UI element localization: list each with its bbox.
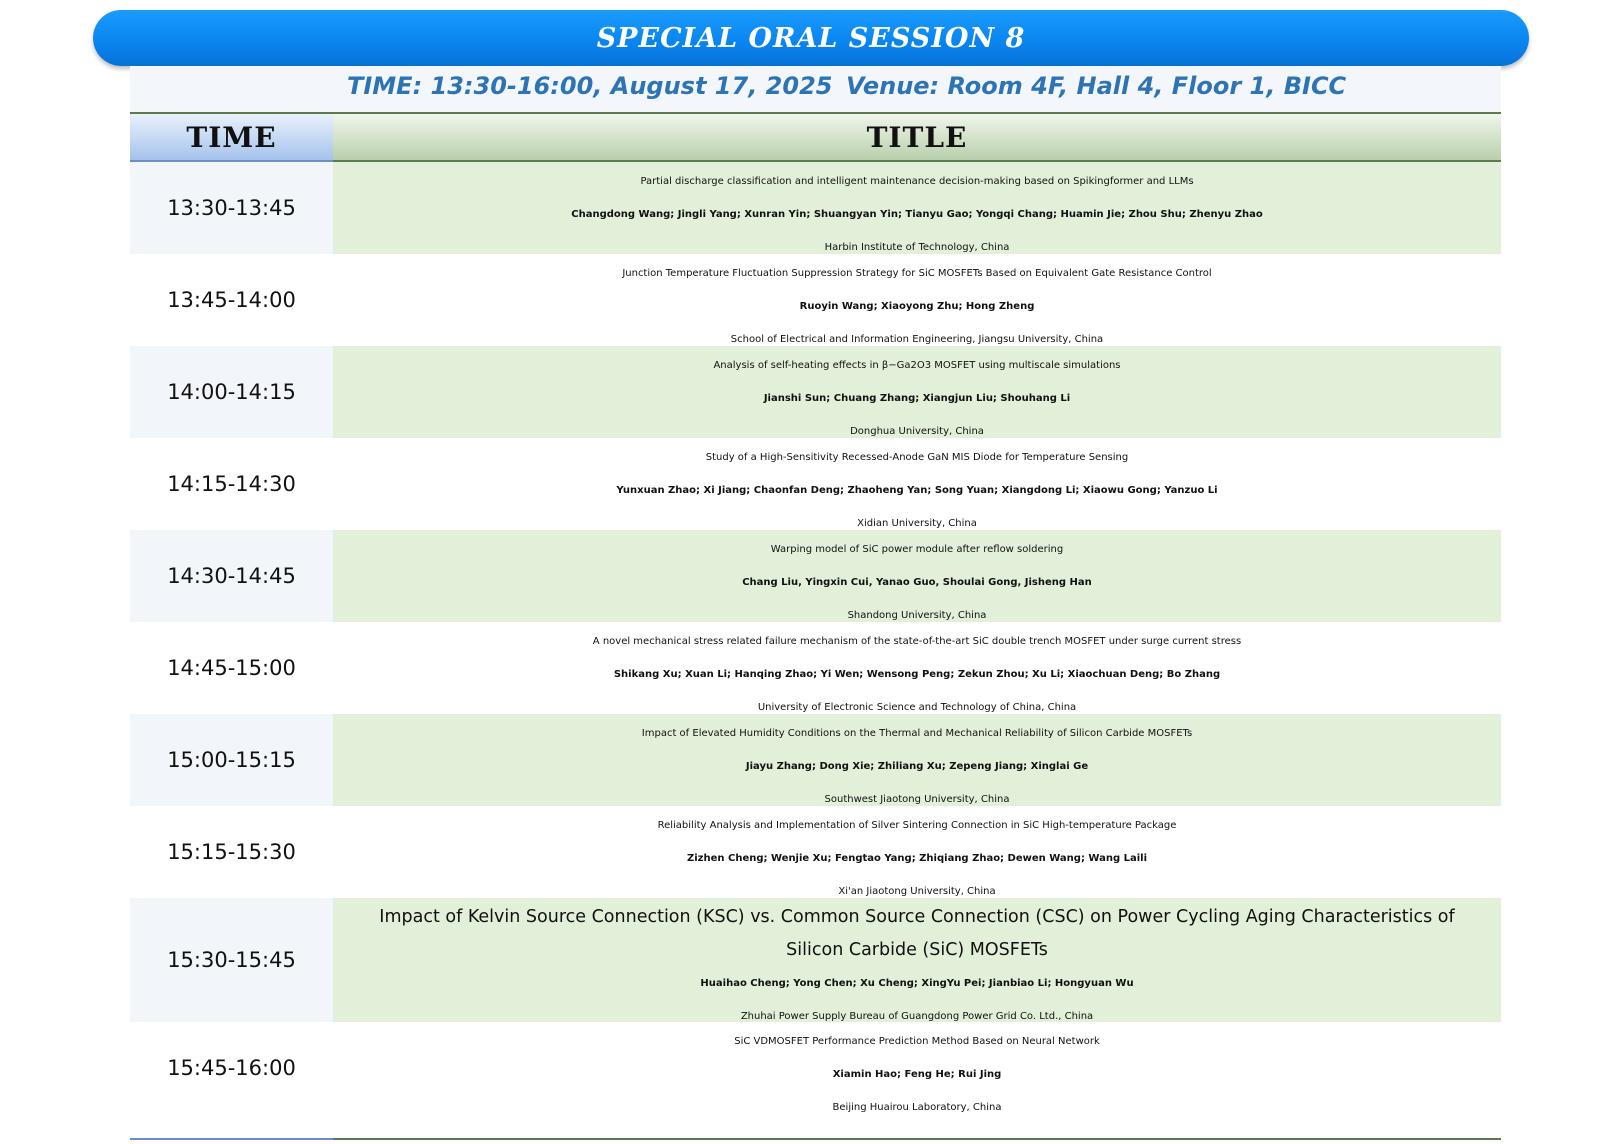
table-bottom-border [130, 1138, 1501, 1140]
paper-authors: Zizhen Cheng; Wenjie Xu; Fengtao Yang; Zhiqiang Zhao; Dewen Wang; Wang Laili [686, 853, 1148, 864]
session-banner [93, 10, 1529, 66]
paper-authors: Jianshi Sun; Chuang Zhang; Xiangjun Liu; Shouhang Li [763, 393, 1071, 404]
paper-authors: Chang Liu, Yingxin Cui, Yanao Guo, Shoulai Gong, Jisheng Han [742, 577, 1092, 588]
table-row [130, 254, 1501, 346]
paper-authors: Shikang Xu; Xuan Li; Hanqing Zhao; Yi Wen; Wensong Peng; Zekun Zhou; Xu Li; Xiaochuan Deng; Bo Zhang [613, 669, 1221, 680]
paper-title: SiC VDMOSFET Performance Prediction Method Based on Neural Network [734, 1036, 1100, 1047]
paper-authors: Ruoyin Wang; Xiaoyong Zhu; Hong Zheng [799, 301, 1035, 312]
column-header-time [130, 114, 333, 162]
table-row [130, 162, 1501, 254]
paper-authors: Yunxuan Zhao; Xi Jiang; Chaonfan Deng; Zhaoheng Yan; Song Yuan; Xiangdong Li; Xiaowu Gong; Yanzuo Li [616, 485, 1218, 496]
paper-title: Reliability Analysis and Implementation of Silver Sintering Connection in SiC High-temperature Package [657, 820, 1177, 831]
row-details [333, 162, 1501, 254]
paper-affiliation: Beijing Huairou Laboratory, China [832, 1102, 1002, 1113]
row-details [333, 1022, 1501, 1114]
row-time: 14:30-14:45 [130, 530, 333, 622]
row-time: 15:00-15:15 [130, 714, 333, 806]
row-time: 13:45-14:00 [130, 254, 333, 346]
row-details [333, 898, 1501, 1022]
paper-authors: Huaihao Cheng; Yong Chen; Xu Cheng; XingYu Pei; Jianbiao Li; Hongyuan Wu [700, 978, 1134, 989]
table-row [130, 806, 1501, 898]
row-time: 15:45-16:00 [130, 1022, 333, 1114]
row-details [333, 806, 1501, 898]
paper-authors: Jiayu Zhang; Dong Xie; Zhiliang Xu; Zepeng Jiang; Xinglai Ge [745, 761, 1089, 772]
schedule-table [130, 162, 1501, 1114]
table-row [130, 1022, 1501, 1114]
row-details [333, 622, 1501, 714]
row-time: 14:45-15:00 [130, 622, 333, 714]
paper-affiliation: Shandong University, China [847, 610, 987, 621]
paper-title: Partial discharge classification and intelligent maintenance decision-making based on Spikingformer and LLMs [640, 176, 1194, 187]
table-row [130, 346, 1501, 438]
session-time: TIME: 13:30-16:00, August 17, 2025 [347, 72, 833, 100]
paper-authors: Xiamin Hao; Feng He; Rui Jing [832, 1069, 1002, 1080]
table-row [130, 898, 1501, 1022]
column-header-title-label: TITLE [866, 120, 968, 154]
paper-title: Impact of Kelvin Source Connection (KSC) vs. Common Source Connection (CSC) on Power Cycling Aging Characteristics of Silicon Carbide (SiC) MOSFETs [379, 907, 1455, 960]
paper-title: Analysis of self-heating effects in β−Ga2O3 MOSFET using multiscale simulations [713, 360, 1121, 371]
row-time: 15:15-15:30 [130, 806, 333, 898]
session-venue: Venue: Room 4F, Hall 4, Floor 1, BICC [846, 72, 1347, 100]
paper-title: Study of a High-Sensitivity Recessed-Anode GaN MIS Diode for Temperature Sensing [705, 452, 1129, 463]
paper-affiliation: School of Electrical and Information Engineering, Jiangsu University, China [730, 334, 1104, 345]
row-details [333, 346, 1501, 438]
table-bottom-border-time [130, 1138, 333, 1140]
session-title: SPECIAL ORAL SESSION 8 [596, 22, 1026, 54]
paper-title: Warping model of SiC power module after reflow soldering [770, 544, 1064, 555]
table-row [130, 438, 1501, 530]
paper-affiliation: Southwest Jiaotong University, China [824, 794, 1010, 805]
paper-title: Impact of Elevated Humidity Conditions on the Thermal and Mechanical Reliability of Silicon Carbide MOSFETs [641, 728, 1193, 739]
row-time: 14:00-14:15 [130, 346, 333, 438]
table-row [130, 714, 1501, 806]
row-details [333, 254, 1501, 346]
paper-affiliation: Zhuhai Power Supply Bureau of Guangdong Power Grid Co. Ltd., China [740, 1011, 1094, 1022]
paper-affiliation: Xi'an Jiaotong University, China [838, 886, 996, 897]
paper-title: Junction Temperature Fluctuation Suppression Strategy for SiC MOSFETs Based on Equivalent Gate Resistance Control [622, 268, 1212, 279]
paper-title: A novel mechanical stress related failure mechanism of the state-of-the-art SiC double trench MOSFET under surge current stress [592, 636, 1242, 647]
row-details [333, 714, 1501, 806]
column-header-title [333, 114, 1501, 162]
paper-affiliation: Xidian University, China [857, 518, 977, 529]
row-details [333, 530, 1501, 622]
table-row [130, 530, 1501, 622]
row-details [333, 438, 1501, 530]
row-time: 14:15-14:30 [130, 438, 333, 530]
row-time: 15:30-15:45 [130, 898, 333, 1022]
column-header-time-label: TIME [186, 120, 277, 154]
row-time: 13:30-13:45 [130, 162, 333, 254]
paper-affiliation: Donghua University, China [850, 426, 984, 437]
paper-affiliation: Harbin Institute of Technology, China [824, 242, 1010, 253]
session-meta [130, 66, 1501, 114]
paper-affiliation: University of Electronic Science and Technology of China, China [757, 702, 1077, 713]
table-row [130, 622, 1501, 714]
paper-authors: Changdong Wang; Jingli Yang; Xunran Yin; Shuangyan Yin; Tianyu Gao; Yongqi Chang; Huamin Jie; Zhou Shu; Zhenyu Zhao [571, 209, 1263, 220]
